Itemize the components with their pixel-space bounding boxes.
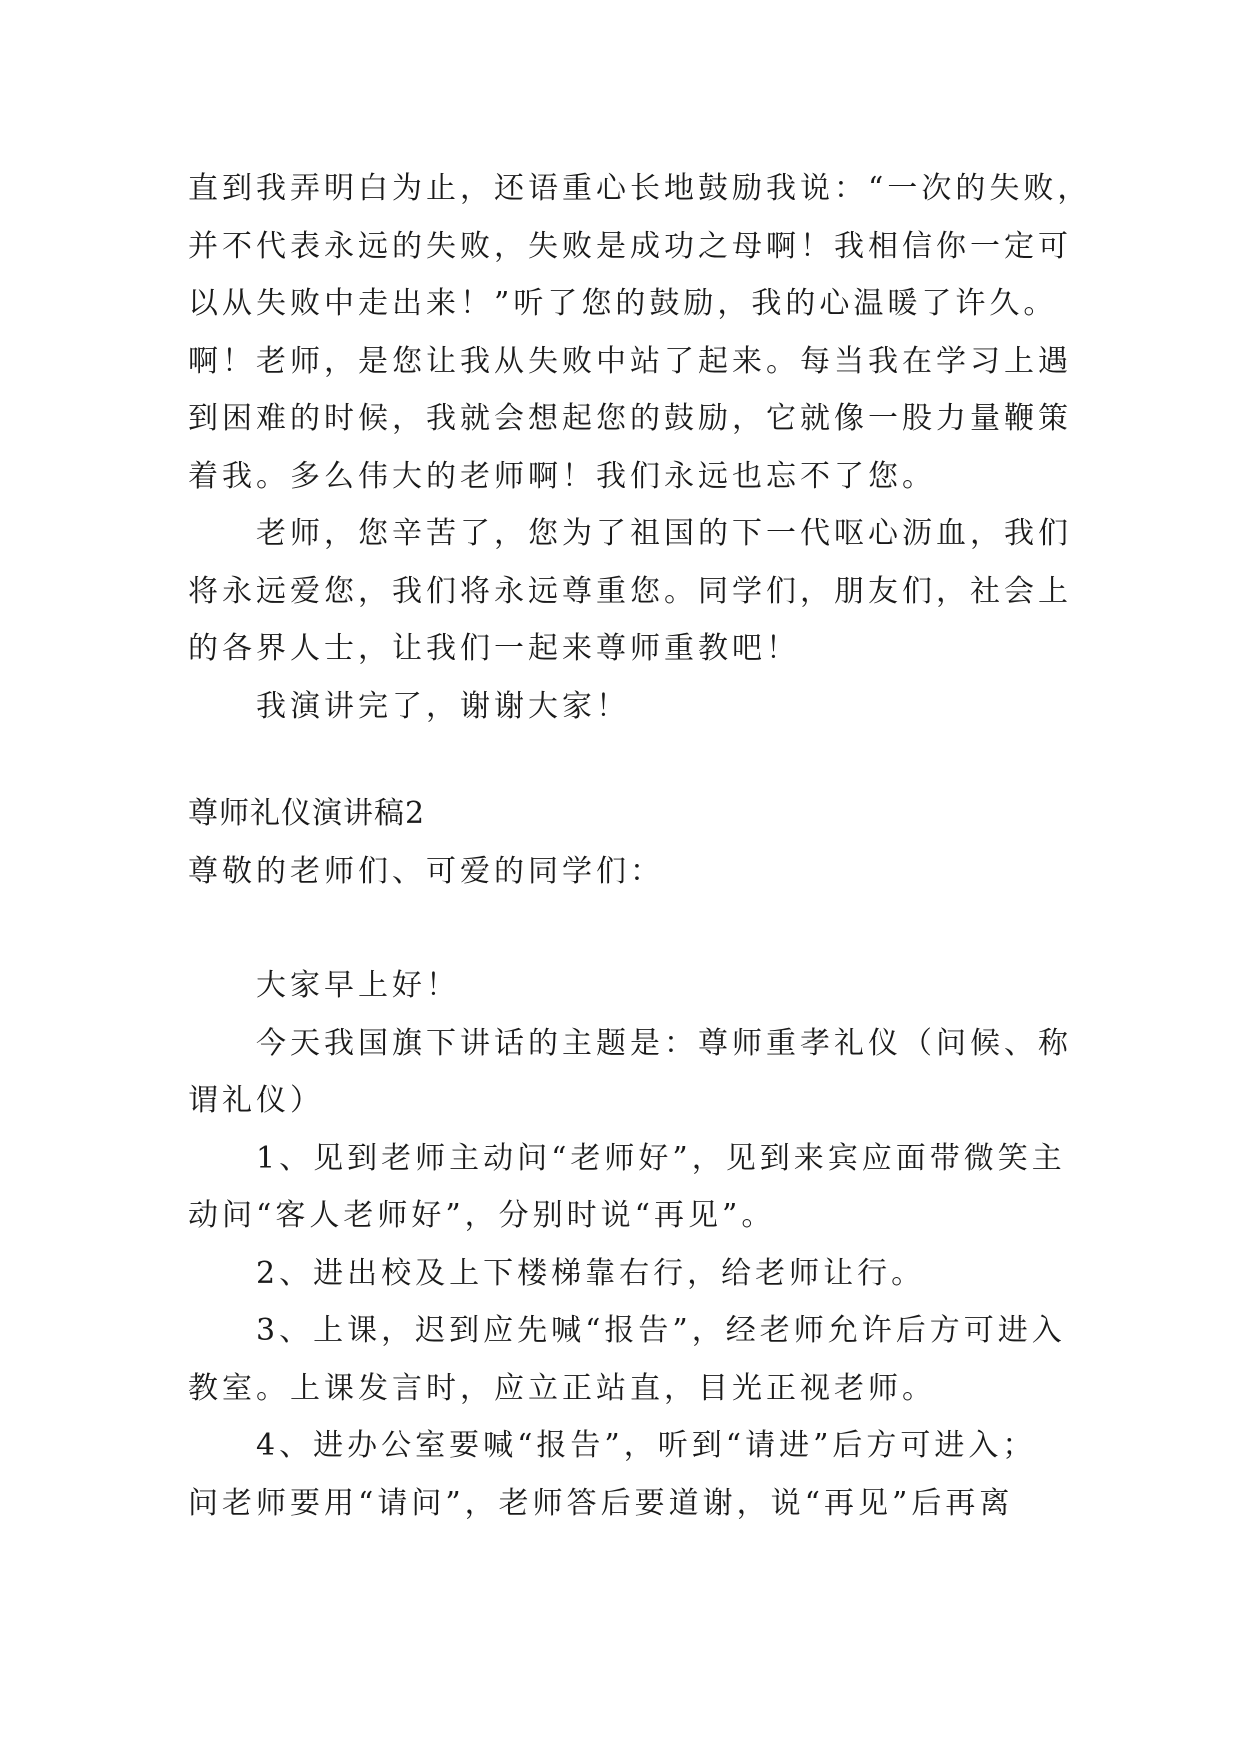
text-line: 今天我国旗下讲话的主题是：尊师重孝礼仪（问候、称 xyxy=(256,1025,1072,1061)
salutation: 尊敬的老师们、可爱的同学们： xyxy=(188,853,664,889)
paragraph-closing: 我演讲完了，谢谢大家！ xyxy=(256,688,630,724)
text-line: 将永远爱您，我们将永远尊重您。同学们，朋友们，社会上 xyxy=(188,573,1072,609)
text-line: 到困难的时候，我就会想起您的鼓励，它就像一股力量鞭策 xyxy=(188,401,1072,436)
text-line: 动问“客人老师好”，分别时说“再见”。 xyxy=(188,1198,776,1233)
text-line: 直到我弄明白为止，还语重心长地鼓励我说：“一次的失败， xyxy=(188,171,1092,206)
paragraph-encouragement xyxy=(188,160,1092,505)
list-item-2: 2、进出校及上下楼梯靠右行，给老师让行。 xyxy=(256,1255,926,1291)
text-line: 1、见到老师主动问“老师好”，见到来宾应面带微笑主 xyxy=(256,1140,1066,1176)
text-line: 谓礼仪） xyxy=(188,1083,324,1118)
paragraph-thanks-teachers xyxy=(188,505,1072,678)
spacer xyxy=(188,900,1060,957)
text-line: 以从失败中走出来！”听了您的鼓励，我的心温暖了许久。 xyxy=(188,286,1058,321)
text-line: 3、上课，迟到应先喊“报告”，经老师允许后方可进入 xyxy=(256,1313,1066,1348)
document-body xyxy=(188,160,1092,1532)
text-line: 教室。上课发言时，应立正站直，目光正视老师。 xyxy=(188,1370,936,1406)
list-item-1 xyxy=(188,1130,1066,1245)
text-line: 老师，您辛苦了，您为了祖国的下一代呕心沥血，我们 xyxy=(256,516,1072,551)
paragraph-topic xyxy=(188,1015,1072,1130)
section-title: 尊师礼仪演讲稿2 xyxy=(188,796,426,831)
greeting: 大家早上好！ xyxy=(256,968,460,1003)
spacer xyxy=(188,735,1060,785)
text-line: 的各界人士，让我们一起来尊师重教吧！ xyxy=(188,631,800,666)
text-line: 啊！老师，是您让我从失败中站了起来。每当我在学习上遇 xyxy=(188,343,1072,379)
text-line: 着我。多么伟大的老师啊！我们永远也忘不了您。 xyxy=(188,458,936,494)
list-item-3 xyxy=(188,1302,1066,1417)
text-line: 并不代表永远的失败，失败是成功之母啊！我相信你一定可 xyxy=(188,228,1072,264)
list-item-4 xyxy=(188,1417,1060,1532)
text-line: 问老师要用“请问”，老师答后要道谢，说“再见”后再离 xyxy=(188,1485,1014,1521)
text-line: 4、进办公室要喊“报告”，听到“请进”后方可进入； xyxy=(256,1428,1037,1463)
